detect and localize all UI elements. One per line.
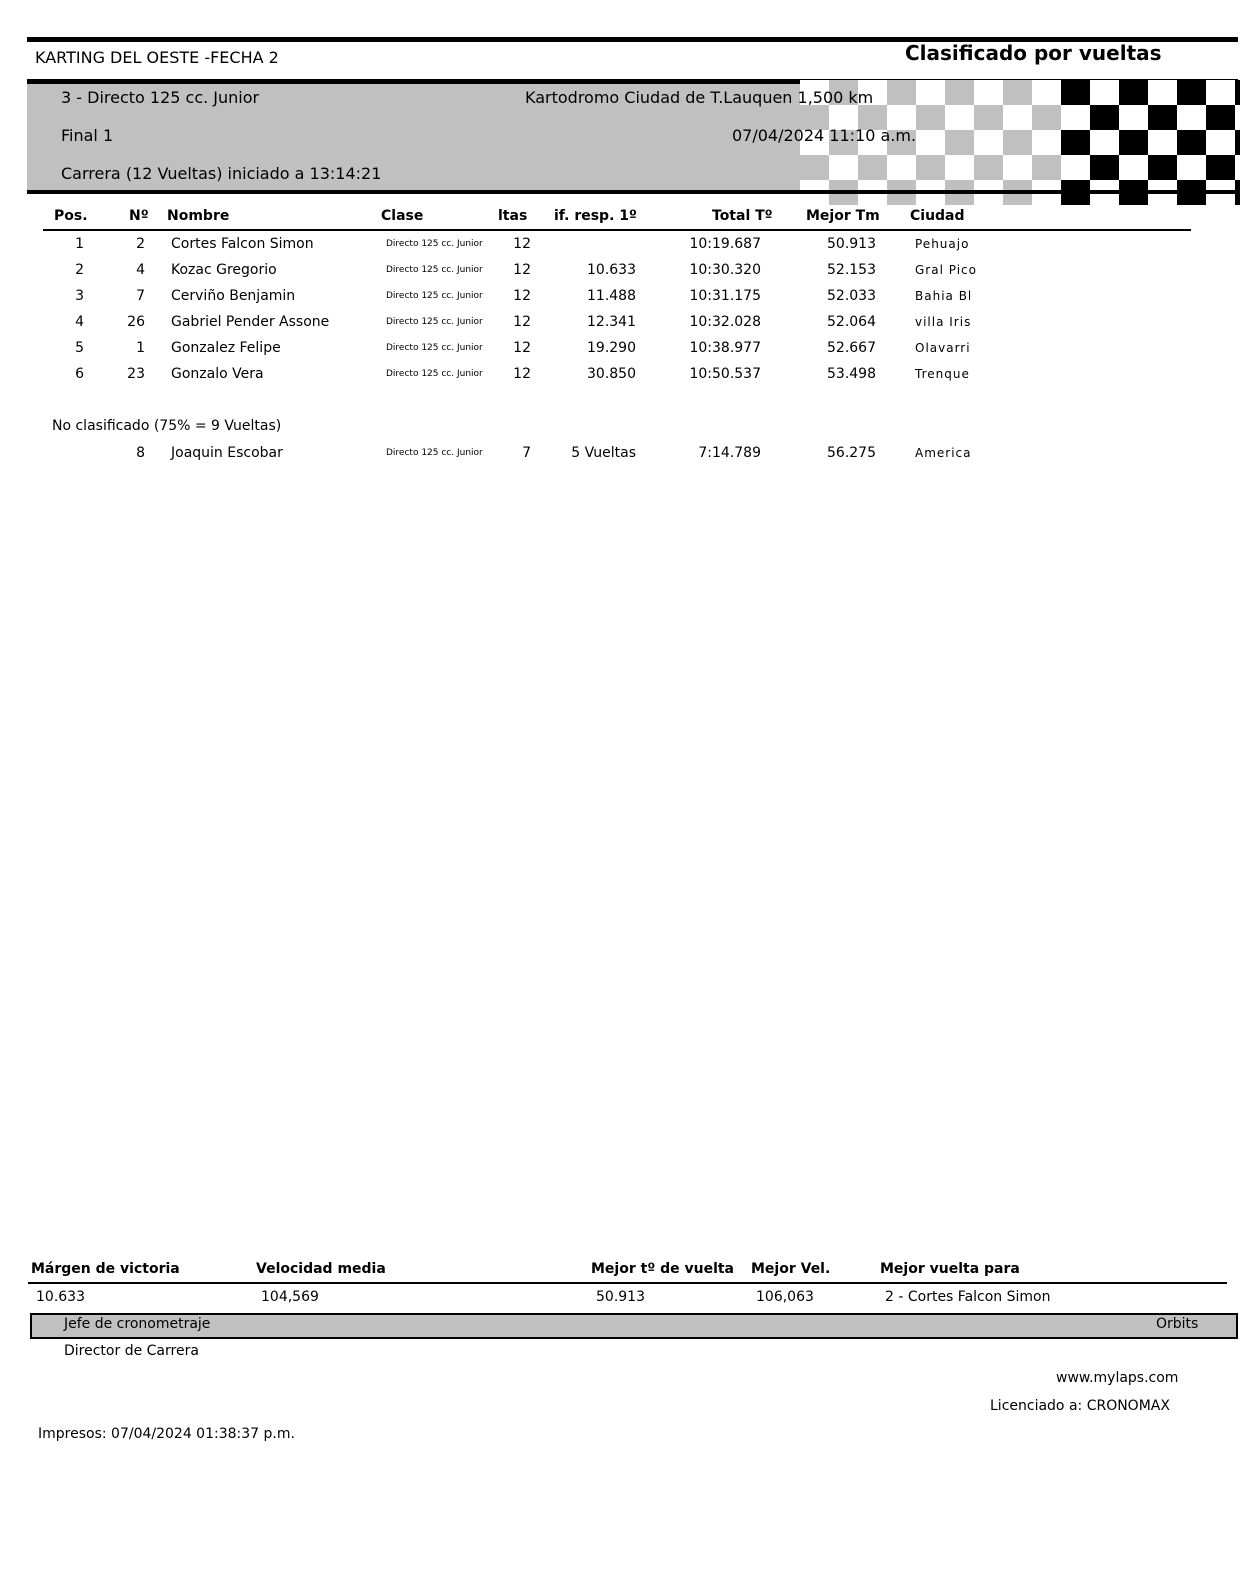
flag-square [858, 155, 887, 180]
band-bottom-rule [27, 190, 1238, 194]
flag-square [829, 155, 858, 180]
flag-square [974, 105, 1003, 130]
chief-timekeeper-box [30, 1313, 1238, 1339]
flag-square [1148, 155, 1177, 180]
cell-laps: 12 [513, 340, 531, 356]
cell-laps: 12 [513, 262, 531, 278]
summary-best-speed-label: Mejor Vel. [751, 1261, 831, 1277]
flag-square [1206, 80, 1235, 105]
cell-gap: 10.633 [587, 262, 636, 278]
cell-clase: Directo 125 cc. Junior [386, 239, 483, 249]
summary-underline [28, 1282, 1227, 1284]
cell-total: 7:14.789 [698, 445, 761, 461]
cell-num: 26 [127, 314, 145, 330]
flag-square [974, 130, 1003, 155]
cell-laps: 7 [522, 445, 531, 461]
cell-best: 56.275 [827, 445, 876, 461]
flag-square [945, 130, 974, 155]
summary-best-lap-for: 2 - Cortes Falcon Simon [885, 1289, 1051, 1305]
flag-square [916, 80, 945, 105]
cell-city: Gral Pico [915, 263, 977, 277]
cell-city: America [915, 446, 972, 460]
summary-speed-label: Velocidad media [256, 1261, 386, 1277]
printed-label: Impresos: 07/04/2024 01:38:37 p.m. [38, 1426, 295, 1442]
flag-square [945, 80, 974, 105]
race-info: Carrera (12 Vueltas) iniciado a 13:14:21 [61, 164, 382, 183]
summary-speed: 104,569 [261, 1289, 319, 1305]
col-num: Nº [129, 208, 149, 224]
flag-square [945, 155, 974, 180]
cell-laps: 12 [513, 288, 531, 304]
cell-num: 23 [127, 366, 145, 382]
cell-clase: Directo 125 cc. Junior [386, 369, 483, 379]
cell-city: Trenque [915, 367, 970, 381]
flag-square [1177, 155, 1206, 180]
cell-gap: 12.341 [587, 314, 636, 330]
flag-square [1235, 155, 1240, 180]
chief-timekeeper-label: Jefe de cronometraje [64, 1316, 211, 1332]
flag-square [1177, 105, 1206, 130]
cell-num: 1 [136, 340, 145, 356]
cell-num: 2 [136, 236, 145, 252]
flag-square [1235, 80, 1240, 105]
cell-city: villa Iris [915, 315, 972, 329]
col-pos: Pos. [54, 208, 88, 224]
flag-square [916, 130, 945, 155]
session-label: Final 1 [61, 126, 114, 145]
cell-clase: Directo 125 cc. Junior [386, 343, 483, 353]
flag-square [1061, 155, 1090, 180]
cell-laps: 12 [513, 236, 531, 252]
flag-square [1061, 105, 1090, 130]
flag-square [1090, 130, 1119, 155]
flag-square [1003, 130, 1032, 155]
session-datetime: 07/04/2024 11:10 a.m. [732, 126, 917, 145]
cell-gap: 5 Vueltas [571, 445, 636, 461]
orbits-label: Orbits [1156, 1316, 1199, 1332]
cell-total: 10:30.320 [689, 262, 761, 278]
flag-square [1119, 155, 1148, 180]
flag-square [1090, 80, 1119, 105]
licensed-label: Licenciado a: CRONOMAX [990, 1398, 1170, 1414]
flag-square [916, 155, 945, 180]
cell-name: Joaquin Escobar [171, 445, 283, 461]
flag-square [1032, 105, 1061, 130]
header-underline [43, 229, 1191, 231]
flag-square [1206, 155, 1235, 180]
flag-square [1032, 80, 1061, 105]
col-laps: ltas [498, 208, 528, 224]
summary-best-speed: 106,063 [756, 1289, 814, 1305]
cell-best: 52.153 [827, 262, 876, 278]
cell-pos: 5 [75, 340, 84, 356]
flag-square [1235, 130, 1240, 155]
cell-num: 4 [136, 262, 145, 278]
flag-square [1090, 155, 1119, 180]
flag-square [1148, 130, 1177, 155]
summary-margin: 10.633 [36, 1289, 85, 1305]
cell-city: Bahia Bl [915, 289, 973, 303]
col-city: Ciudad [910, 208, 965, 224]
summary-best-lap-for-label: Mejor vuelta para [880, 1261, 1020, 1277]
website-label: www.mylaps.com [1056, 1370, 1179, 1386]
cell-name: Cortes Falcon Simon [171, 236, 314, 252]
cell-clase: Directo 125 cc. Junior [386, 448, 483, 458]
cell-num: 7 [136, 288, 145, 304]
flag-square [800, 155, 829, 180]
session-band [27, 84, 1238, 191]
flag-square [1061, 130, 1090, 155]
cell-best: 50.913 [827, 236, 876, 252]
cell-city: Olavarri [915, 341, 971, 355]
cell-clase: Directo 125 cc. Junior [386, 317, 483, 327]
cell-name: Kozac Gregorio [171, 262, 277, 278]
flag-square [1235, 105, 1240, 130]
flag-square [1032, 155, 1061, 180]
flag-square [1177, 130, 1206, 155]
race-director-label: Director de Carrera [64, 1343, 199, 1359]
cell-total: 10:38.977 [689, 340, 761, 356]
cell-num: 8 [136, 445, 145, 461]
flag-square [945, 105, 974, 130]
flag-square [1003, 105, 1032, 130]
flag-square [1148, 80, 1177, 105]
cell-laps: 12 [513, 366, 531, 382]
track-label: Kartodromo Ciudad de T.Lauquen 1,500 km [525, 88, 874, 107]
flag-square [1119, 130, 1148, 155]
cell-clase: Directo 125 cc. Junior [386, 291, 483, 301]
cell-gap: 30.850 [587, 366, 636, 382]
cell-total: 10:31.175 [689, 288, 761, 304]
cell-gap: 11.488 [587, 288, 636, 304]
not-classified-label: No clasificado (75% = 9 Vueltas) [52, 418, 282, 434]
cell-best: 53.498 [827, 366, 876, 382]
flag-square [887, 80, 916, 105]
flag-square [916, 105, 945, 130]
cell-name: Gonzalez Felipe [171, 340, 281, 356]
cell-name: Gonzalo Vera [171, 366, 264, 382]
cell-best: 52.033 [827, 288, 876, 304]
cell-name: Cerviño Benjamin [171, 288, 296, 304]
flag-square [1177, 80, 1206, 105]
flag-square [887, 155, 916, 180]
cell-pos: 6 [75, 366, 84, 382]
flag-square [1003, 155, 1032, 180]
cell-name: Gabriel Pender Assone [171, 314, 330, 330]
flag-square [1090, 105, 1119, 130]
flag-square [974, 155, 1003, 180]
event-title: KARTING DEL OESTE -FECHA 2 [35, 48, 279, 67]
flag-square [1119, 80, 1148, 105]
cell-city: Pehuajo [915, 237, 970, 251]
summary-best-lap: 50.913 [596, 1289, 645, 1305]
cell-best: 52.064 [827, 314, 876, 330]
cell-pos: 4 [75, 314, 84, 330]
cell-gap: 19.290 [587, 340, 636, 356]
flag-square [1119, 105, 1148, 130]
report-title: Clasificado por vueltas [905, 41, 1162, 65]
col-total: Total Tº [712, 208, 773, 224]
cell-total: 10:50.537 [689, 366, 761, 382]
cell-best: 52.667 [827, 340, 876, 356]
flag-square [1032, 130, 1061, 155]
flag-square [1061, 80, 1090, 105]
category-label: 3 - Directo 125 cc. Junior [61, 88, 260, 107]
flag-square [1148, 105, 1177, 130]
flag-square [1206, 105, 1235, 130]
flag-square [1003, 80, 1032, 105]
col-best: Mejor Tm [806, 208, 880, 224]
cell-total: 10:19.687 [689, 236, 761, 252]
cell-pos: 2 [75, 262, 84, 278]
cell-clase: Directo 125 cc. Junior [386, 265, 483, 275]
flag-square [974, 80, 1003, 105]
flag-square [1206, 130, 1235, 155]
summary-margin-label: Márgen de victoria [31, 1261, 180, 1277]
summary-best-lap-label: Mejor tº de vuelta [591, 1261, 735, 1277]
cell-total: 10:32.028 [689, 314, 761, 330]
cell-laps: 12 [513, 314, 531, 330]
col-gap: if. resp. 1º [554, 208, 637, 224]
col-clase: Clase [381, 208, 424, 224]
col-name: Nombre [167, 208, 230, 224]
cell-pos: 3 [75, 288, 84, 304]
cell-pos: 1 [75, 236, 84, 252]
